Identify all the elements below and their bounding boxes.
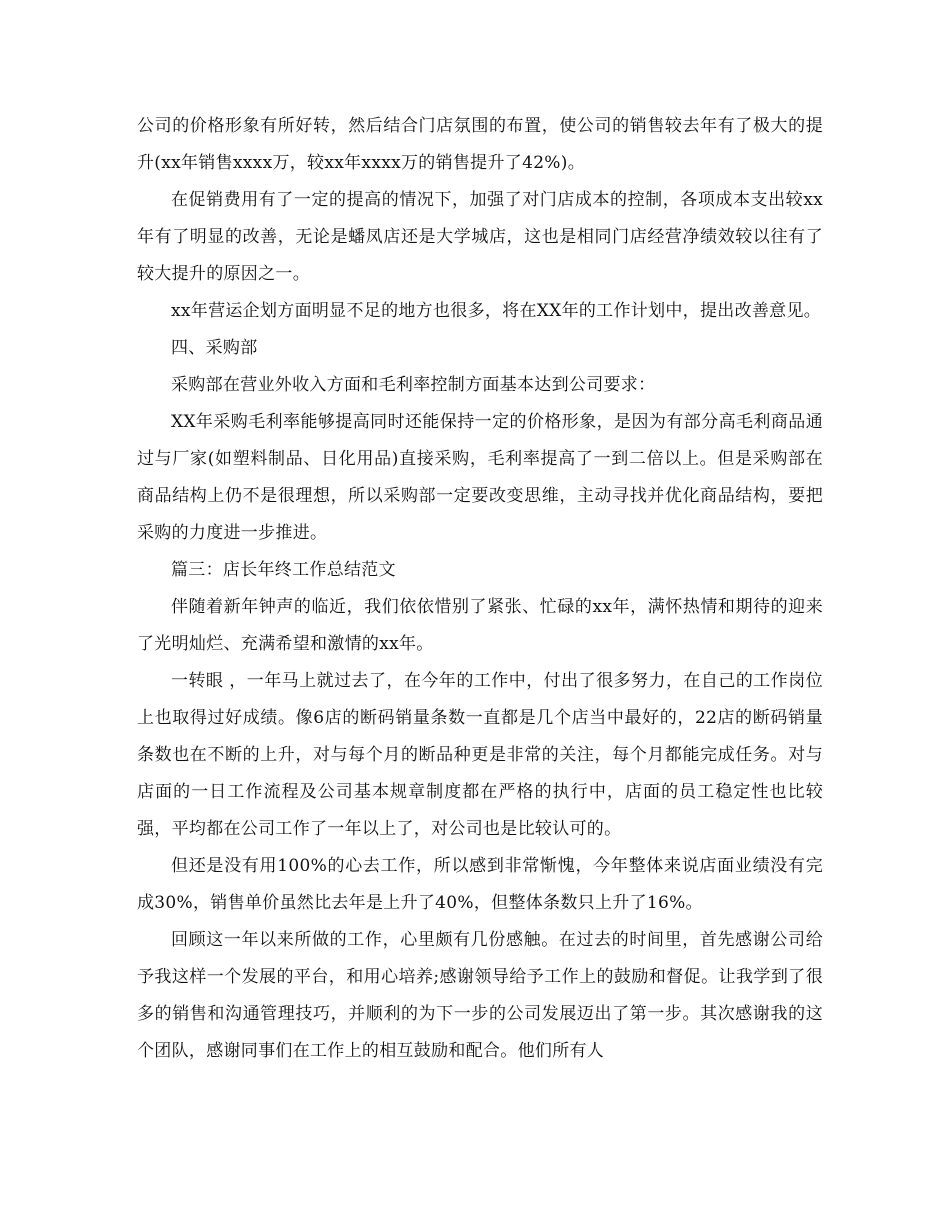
paragraph-gross-margin: XX年采购毛利率能够提高同时还能保持一定的价格形象，是因为有部分高毛利商品通过与厂家(如塑料制品、日化用品)直接采购，毛利率提高了一到二倍以上。但是采购部在商品结构上仍不是很理想，所以采购部一定要改变思维，主动寻找并优化商品结构，要把采购的力度进一步推进。	[137, 412, 823, 543]
paragraph-year-review: 一转眼 ，一年马上就过去了，在今年的工作中，付出了很多努力，在自己的工作岗位上也取得过好成绩。像6店的断码销量条数一直都是几个店当中最好的，22店的断码销量条数也在不断的上升，对与每个月的断品种更是非常的关注，每个月都能完成任务。对与店面的一日工作流程及公司基本规章制度都在严格的执行中，店面的员工稳定性也比较强，平均都在公司工作了一年以上了，对公司也是比较认可的。	[137, 671, 823, 839]
paragraph-purchasing-summary: 采购部在营业外收入方面和毛利率控制方面基本达到公司要求：	[171, 375, 656, 395]
document-body	[137, 108, 823, 1070]
paragraph-gratitude: 回顾这一年以来所做的工作，心里颇有几份感触。在过去的时间里，首先感谢公司给予我这样一个发展的平台，和用心培养;感谢领导给予工作上的鼓励和督促。让我学到了很多的销售和沟通管理技巧，并顺利的为下一步的公司发展迈出了第一步。其次感谢我的这个团队，感谢同事们在工作上的相互鼓励和配合。他们所有人	[137, 930, 823, 1061]
paragraph-performance-shortfall: 但还是没有用100%的心去工作，所以感到非常惭愧，今年整体来说店面业绩没有完成30%，销售单价虽然比去年是上升了40%，但整体条数只上升了16%。	[137, 856, 823, 913]
section-heading-purchasing: 四、采购部	[171, 338, 258, 358]
paragraph-price-image: 公司的价格形象有所好转，然后结合门店氛围的布置，使公司的销售较去年有了极大的提升(xx年销售xxxx万，较xx年xxxx万的销售提升了42%)。	[137, 116, 823, 173]
paragraph-cost-control: 在促销费用有了一定的提高的情况下，加强了对门店成本的控制，各项成本支出较xx年有了明显的改善，无论是蟠凤店还是大学城店，这也是相同门店经营净绩效较以往有了较大提升的原因之一。	[137, 190, 823, 284]
section-heading-part-three: 篇三：店长年终工作总结范文	[171, 560, 396, 580]
paragraph-planning-shortfall: xx年营运企划方面明显不足的地方也很多，将在XX年的工作计划中，提出改善意见。	[171, 301, 822, 321]
paragraph-new-year: 伴随着新年钟声的临近，我们依依惜别了紧张、忙碌的xx年，满怀热情和期待的迎来了光明灿烂、充满希望和激情的xx年。	[137, 597, 823, 654]
